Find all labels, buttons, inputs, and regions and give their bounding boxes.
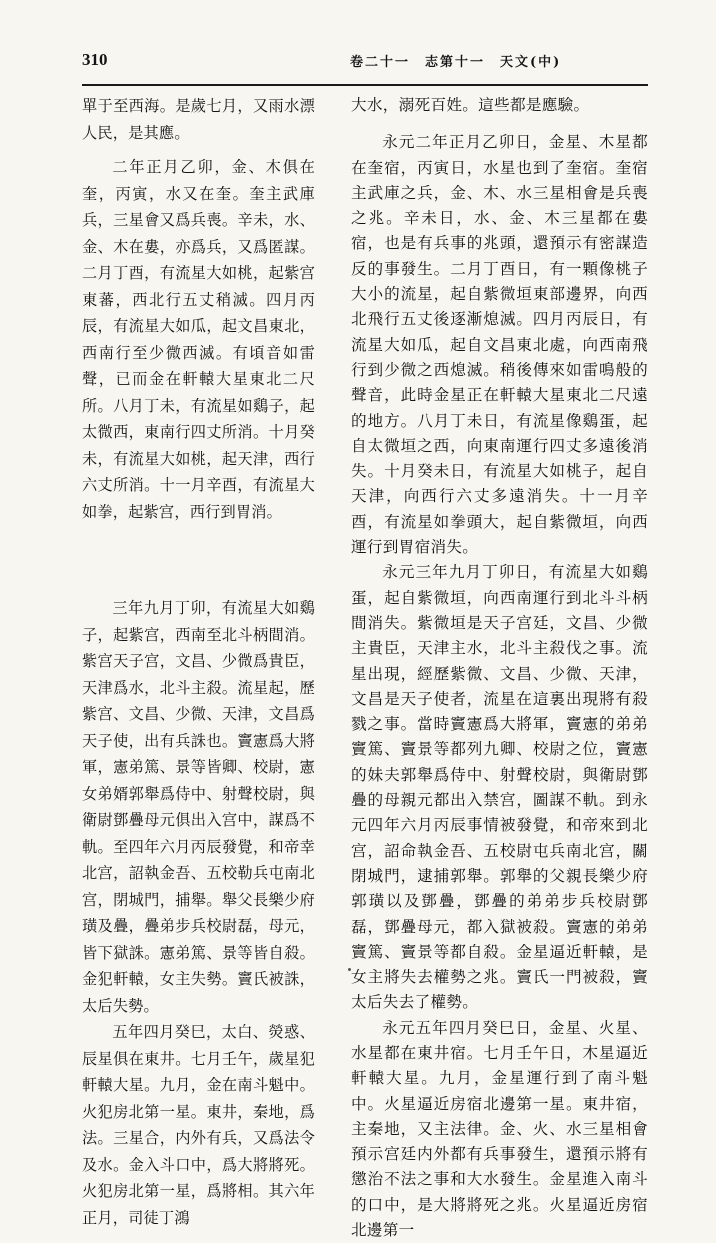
classical-text-column	[82, 93, 315, 1231]
page-header	[82, 50, 648, 74]
running-head: 卷二十一 志第十一 天文(中)	[350, 55, 562, 70]
translation-column	[351, 93, 648, 1243]
classical-paragraph: 二年正月乙卯，金、木俱在奎，丙寅，水又在奎。奎主武庫兵，三星會又爲兵喪。辛未，水、金、木在婁，亦爲兵，又爲匿謀。二月丁酉，有流星大如桃，起紫宫東蕃，西北行五丈稍滅。四月丙辰，有流星大如瓜，起文昌東北，西南行至少微西滅。有頃音如雷聲，已而金在軒轅大星東北二尺所。八月丁未，有流星如鷄子，起太微西，東南行四丈所消。十月癸未，有流星大如桃，起天津，西行六丈所消。十一月辛酉，有流星大如拳，起紫宫，西行到胃消。	[82, 158, 315, 521]
classical-paragraph: 三年九月丁卯，有流星大如鷄子，起紫宫，西南至北斗柄間消。紫宫天子宫，文昌、少微爲貴臣，天津爲水，北斗主殺。流星起，歷紫宫、文昌、少微、天津，文昌爲天子使，出有兵誅也。竇憲爲大將軍，憲弟篤、景等皆卿、校尉，憲女弟婿郭舉爲侍中、射聲校尉，與衛尉鄧疊母元俱出入宫中，謀爲不軌。至四年六月丙辰發覺，和帝幸北宫，詔執金吾、五校勒兵屯南北宫，閉城門，捕舉。舉父長樂少府璜及疊，疊弟步兵校尉磊，母元，皆下獄誅。憲弟篤、景等皆自殺。金犯軒轅，女主失勢。竇氏被誅，太后失勢。	[82, 599, 315, 1015]
translation-paragraph: 大水，溺死百姓。這些都是應驗。	[351, 96, 590, 114]
header-rule	[82, 84, 648, 86]
translation-paragraph: 永元三年九月丁卯日，有流星大如鷄蛋，起自紫微垣，向西南運行到北斗斗柄間消失。紫微垣是天子宫廷，文昌、少微主貴臣，天津主水，北斗主殺伐之事。流星出現，經歷紫微、文昌、少微、天津，文昌是天子使者，流星在這裏出現將有殺戮之事。當時竇憲爲大將軍，竇憲的弟弟竇篤、竇景等都列九卿、校尉之位，竇憲的妹夫郭舉爲侍中、射聲校尉，與衛尉鄧疊的母親元都出入禁宫，圖謀不軌。到永元四年六月丙辰事情被發覺，和帝來到北宫，詔命執金吾、五校尉屯兵南北宫，關閉城門，逮捕郭舉。郭舉的父親長樂少府郭璜以及鄧疊，鄧疊的弟弟步兵校尉鄧磊，鄧疊母元，都入獄被殺。竇憲的弟弟竇篤、竇景等都自殺。金星逼近軒轅，是女主將失去權勢之兆。竇氏一門被殺，竇太后失去了權勢。	[351, 563, 648, 1012]
translation-paragraph: 永元二年正月乙卯日，金星、木星都在奎宿，丙寅日，水星也到了奎宿。奎宿主武庫之兵，金、木、水三星相會是兵喪之兆。辛未日，水、金、木三星都在婁宿，也是有兵事的兆頭，還預示有密謀造反的事發生。二月丁酉日，有一顆像桃子大小的流星，起自紫微垣東部邊界，向西北飛行五丈後逐漸熄滅。四月丙辰日，有流星大如瓜，起自文昌東北處，向西南飛行到少微之西熄滅。稍後傳來如雷鳴般的聲音，此時金星正在軒轅大星東北二尺遠的地方。八月丁未日，有流星像鷄蛋，起自太微垣之西，向東南運行四丈多遠後消失。十月癸未日，有流星大如桃子，起自天津，向西行六丈多遠消失。十一月辛酉，有流星如拳頭大，起自紫微垣，向西運行到胃宿消失。	[351, 133, 648, 557]
page-number: 310	[82, 50, 108, 69]
translation-paragraph: 永元五年四月癸巳日，金星、火星、水星都在東井宿。七月壬午日，木星逼近軒轅大星。九月，金星運行到了南斗魁中。火星逼近房宿北邊第一星。東井宿，主秦地，又主法律。金、火、水三星相會預示宫廷内外都有兵事發生，還預示將有懲治不法之事和大水發生。金星進入南斗的口中，是大將將死之兆。火星逼近房宿北邊第一	[351, 1018, 648, 1240]
classical-paragraph: 單于至西海。是歲七月，又雨水漂人民，是其應。	[82, 97, 315, 142]
classical-paragraph: 五年四月癸巳，太白、熒惑、辰星俱在東井。七月壬午，歲星犯軒轅大星。九月，金在南斗魁中。火犯房北第一星。東井，秦地，爲法。三星合，内外有兵，又爲法令及水。金入斗口中，爲大將將死。火犯房北第一星，爲將相。其六年正月，司徒丁鴻	[82, 1023, 315, 1227]
footer-mark	[348, 968, 351, 971]
